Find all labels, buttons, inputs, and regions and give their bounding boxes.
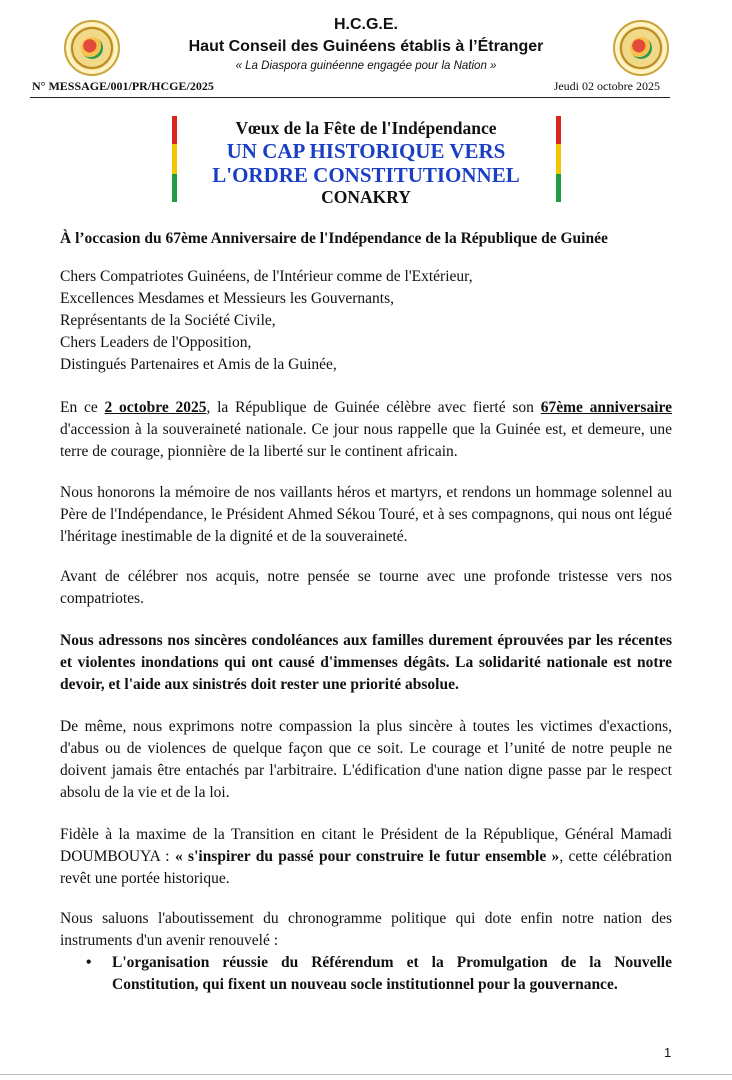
title-line-1: Vœux de la Fête de l'Indépendance bbox=[235, 118, 497, 138]
paragraph-condolences: Nous adressons nos sincères condoléances aux familles durement éprouvées par les récentes et violentes inondations qui ont causé d'immenses dégâts. La solidarité nationale est notre devoir, et l'aide aux sinistrés doit rester une priorité absolue. bbox=[60, 632, 672, 693]
highlight-date: 2 octobre 2025 bbox=[104, 399, 207, 416]
paragraph-anniversary bbox=[60, 397, 672, 463]
text-span: , la République de Guinée célèbre avec fierté son bbox=[206, 399, 541, 416]
message-date: Jeudi 02 octobre 2025 bbox=[553, 79, 660, 93]
bullet-list bbox=[60, 952, 672, 996]
title-line-3: L'ORDRE CONSTITUTIONNEL bbox=[212, 163, 520, 187]
header-divider bbox=[30, 97, 670, 98]
highlight-anniversary: 67ème anniversaire bbox=[540, 399, 673, 416]
text-span: En ce bbox=[60, 399, 105, 416]
bullet-dot: • bbox=[86, 954, 92, 971]
title-line-2: UN CAP HISTORIQUE VERS bbox=[226, 139, 506, 163]
page-number: 1 bbox=[664, 1045, 672, 1060]
occasion-heading: À l’occasion du 67ème Anniversaire de l'Indépendance de la République de Guinée bbox=[60, 230, 608, 247]
president-quote: « s'inspirer du passé pour construire le futur ensemble » bbox=[174, 848, 560, 865]
text-span: , cette célébration revêt une portée historique. bbox=[60, 848, 673, 887]
paragraph-homage: Nous honorons la mémoire de nos vaillants héros et martyrs, et rendons un hommage solennel au Père de l'Indépendance, le Président Ahmed Sékou Touré, et à ses compagnons, qui nous ont légué l'héritage inestimable de la dignité et de la souveraineté. bbox=[60, 484, 672, 545]
message-reference: N° MESSAGE/001/PR/HCGE/2025 bbox=[32, 79, 214, 93]
salutation-line: Représentants de la Société Civile, bbox=[60, 312, 276, 329]
bullet-item: L'organisation réussie du Référendum et la Promulgation de la Nouvelle Constitution, qui fixent un nouveau socle institutionnel pour la gouvernance. bbox=[112, 954, 672, 993]
salutation-line: Chers Leaders de l'Opposition, bbox=[60, 334, 252, 351]
salutation-line: Excellences Mesdames et Messieurs les Gouvernants, bbox=[60, 290, 395, 307]
salutation-line: Chers Compatriotes Guinéens, de l'Intérieur comme de l'Extérieur, bbox=[60, 268, 473, 285]
org-name: Haut Conseil des Guinéens établis à l’Étranger bbox=[188, 38, 544, 55]
org-motto: « La Diaspora guinéenne engagée pour la Nation » bbox=[235, 60, 497, 72]
paragraph-chronogram: Nous saluons l'aboutissement du chronogramme politique qui dote enfin notre nation des instruments d'un avenir renouvelé : bbox=[60, 910, 672, 949]
text-span: d'accession à la souveraineté nationale. Ce jour nous rappelle que la Guinée est, et demeure, une terre de courage, pionnière de la liberté sur le continent africain. bbox=[60, 421, 672, 460]
org-acronym: H.C.G.E. bbox=[333, 16, 398, 33]
page-bottom-edge bbox=[0, 1074, 732, 1075]
paragraph-thoughts: Avant de célébrer nos acquis, notre pensée se tourne avec une profonde tristesse vers nos compatriotes. bbox=[60, 568, 672, 607]
text-span: Fidèle à la maxime de la Transition en citant le Président de la République, Général Mamadi DOUMBOUYA : bbox=[60, 826, 672, 865]
paragraph-compassion: De même, nous exprimons notre compassion la plus sincère à toutes les victimes d'exactions, d'abus ou de violences de quelque façon que ce soit. Le courage et l’unité de notre peuple ne doivent jamais être entachés par l'arbitraire. L'édification d'une nation digne passe par le respect absolu de la vie et de la loi. bbox=[60, 718, 672, 801]
title-line-4: CONAKRY bbox=[321, 187, 411, 207]
salutations-block bbox=[60, 266, 672, 376]
salutation-line: Distingués Partenaires et Amis de la Guinée, bbox=[60, 356, 337, 373]
paragraph-transition bbox=[60, 824, 672, 890]
